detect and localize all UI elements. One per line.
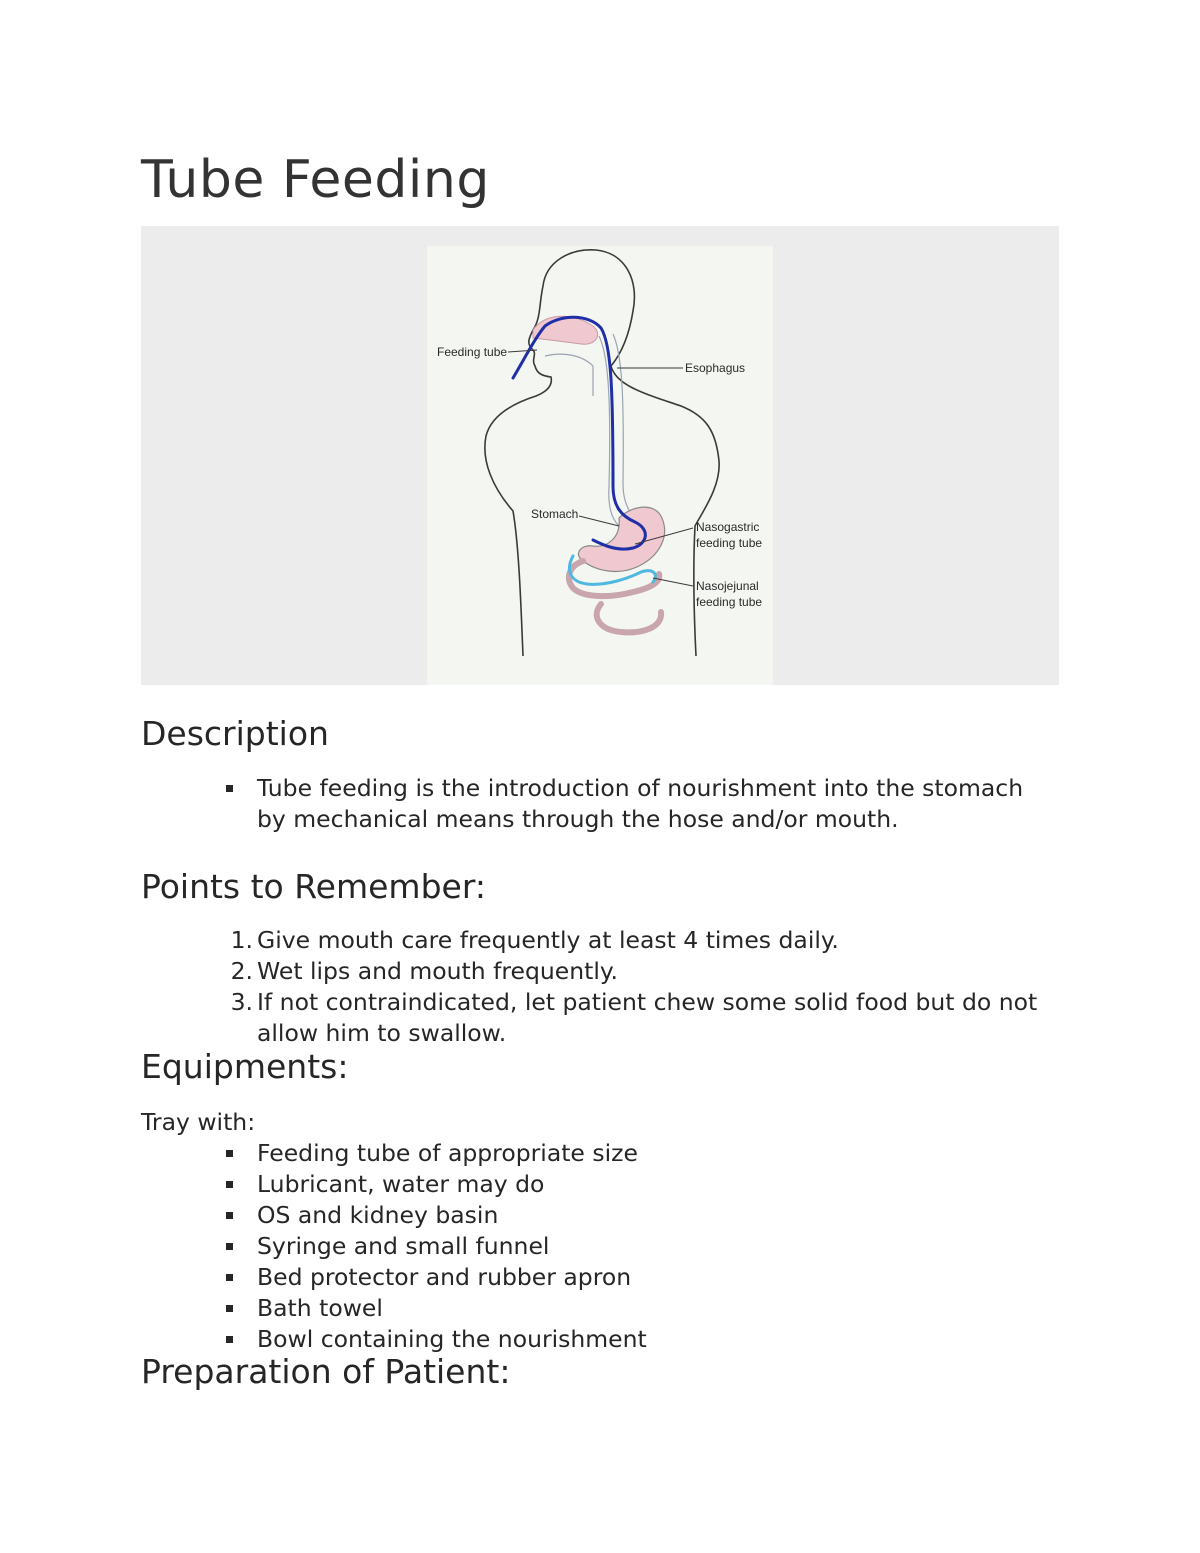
throat-outline bbox=[545, 354, 593, 396]
list-item: Feeding tube of appropriate size bbox=[141, 1138, 1057, 1169]
tube-feeding-diagram bbox=[141, 226, 1059, 685]
list-number: 3. bbox=[230, 988, 253, 1016]
list-text: If not contraindicated, let patient chew some solid food but do not allow him to swallow. bbox=[257, 988, 1038, 1047]
label-stomach: Stomach bbox=[531, 507, 579, 521]
label-nasogastric-1: Nasogastric bbox=[696, 520, 760, 534]
page-title: Tube Feeding bbox=[141, 150, 490, 210]
tray-intro: Tray with: bbox=[141, 1108, 256, 1136]
list-text: Wet lips and mouth frequently. bbox=[257, 957, 618, 985]
equipments-heading: Equipments: bbox=[141, 1047, 349, 1086]
list-item: Bed protector and rubber apron bbox=[141, 1262, 1057, 1293]
description-list bbox=[141, 773, 1057, 835]
list-item: Tube feeding is the introduction of nourishment into the stomach by mechanical means through the hose and/or mouth. bbox=[141, 773, 1057, 835]
equipment-list bbox=[141, 1138, 1057, 1355]
list-number: 1. bbox=[230, 926, 253, 954]
list-item: Syringe and small funnel bbox=[141, 1231, 1057, 1262]
label-esophagus: Esophagus bbox=[685, 361, 746, 375]
description-heading: Description bbox=[141, 714, 329, 753]
preparation-heading: Preparation of Patient: bbox=[141, 1352, 511, 1391]
list-item bbox=[141, 987, 1057, 1049]
label-nasojejunal-2: feeding tube bbox=[696, 595, 763, 609]
list-item: Bath towel bbox=[141, 1293, 1057, 1324]
list-number: 2. bbox=[230, 957, 253, 985]
label-nasojejunal-1: Nasojejunal bbox=[696, 579, 759, 593]
list-item: Lubricant, water may do bbox=[141, 1169, 1057, 1200]
points-heading: Points to Remember: bbox=[141, 867, 486, 906]
list-text: Give mouth care frequently at least 4 times daily. bbox=[257, 926, 839, 954]
anatomy-illustration bbox=[141, 226, 1059, 685]
esophagus-outline-2 bbox=[613, 334, 635, 518]
list-item: OS and kidney basin bbox=[141, 1200, 1057, 1231]
list-item: Bowl containing the nourishment bbox=[141, 1324, 1057, 1355]
list-item bbox=[141, 956, 1057, 987]
leader-feeding-tube bbox=[508, 350, 537, 352]
label-feeding-tube: Feeding tube bbox=[437, 345, 508, 359]
label-nasogastric-2: feeding tube bbox=[696, 536, 763, 550]
points-list bbox=[141, 925, 1057, 1049]
body-outline-left bbox=[485, 286, 551, 656]
list-item bbox=[141, 925, 1057, 956]
